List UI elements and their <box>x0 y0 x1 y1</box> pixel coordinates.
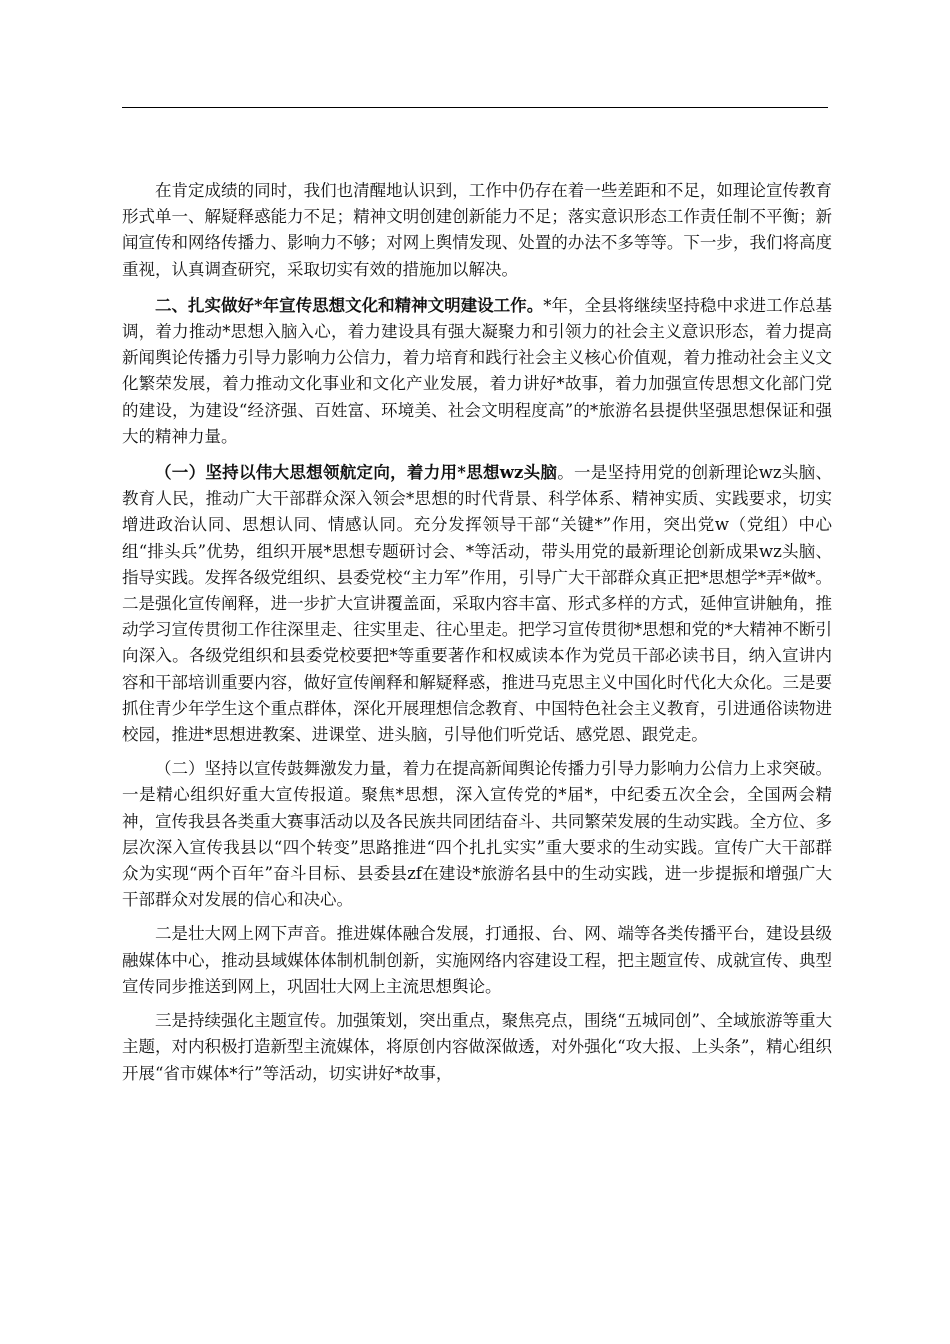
document-body <box>122 178 832 1095</box>
section-two-text: *年，全县将继续坚持稳中求进工作总基调，着力推动*思想入脑入心，着力建设具有强大凝聚力和引领力的社会主义意识形态，着力提高新闻舆论传播力引导力影响力公信力，着力培育和践行社会主义核心价值观，着力推动社会主义文化繁荣发展，着力推动文化事业和文化产业发展，着力讲好*故事，着力加强宣传思想文化部门党的建设，为建设“经济强、百姓富、环境美、社会文明程度高”的*旅游名县提供坚强思想保证和强大的精神力量。 <box>122 295 832 446</box>
paragraph-shortcomings: 在肯定成绩的同时，我们也清醒地认识到，工作中仍存在着一些差距和不足，如理论宣传教育形式单一、解疑释惑能力不足；精神文明创建创新能力不足；落实意识形态工作责任制不平衡；新闻宣传和网络传播力、影响力不够；对网上舆情发现、处置的办法不多等等。下一步，我们将高度重视，认真调查研究，采取切实有效的措施加以解决。 <box>122 181 832 279</box>
section-two-heading: 二、扎实做好*年宣传思想文化和精神文明建设工作。 <box>155 295 544 315</box>
subsection-one-heading: （一）坚持以伟大思想领航定向，着力用*思想wz头脑 <box>155 463 558 483</box>
header-rule <box>122 107 828 108</box>
paragraph-theme-publicity: 三是持续强化主题宣传。加强策划，突出重点，聚焦亮点，围绕“五城同创”、全域旅游等重大主题，对内积极打造新型主流媒体，将原创内容做深做透，对外强化“攻大报、上头条”，精心组织开展“省市媒体*行”等活动，切实讲好*故事， <box>122 1011 832 1083</box>
paragraph-section-two <box>122 293 832 450</box>
paragraph-subsection-two: （二）坚持以宣传鼓舞激发力量，着力在提高新闻舆论传播力引导力影响力公信力上求突破。一是精心组织好重大宣传报道。聚焦*思想，深入宣传党的*届*，中纪委五次全会，全国两会精神，宣传我县各类重大赛事活动以及各民族共同团结奋斗、共同繁荣发展的生动实践。全方位、多层次深入宣传我县以“四个转变”思路推进“四个扎扎实实”重大要求的生动实践。宣传广大干部群众为实现“两个百年”奋斗目标、县委县zf在建设*旅游名县中的生动实践，进一步提振和增强广大干部群众对发展的信心和决心。 <box>122 759 832 910</box>
subsection-one-text: 。一是坚持用党的创新理论wz头脑、教育人民，推动广大干部群众深入领会*思想的时代背景、科学体系、精神实质、实践要求，切实增进政治认同、思想认同、情感认同。充分发挥领导干部“关键*”作用，突出党w（党组）中心组“排头兵”优势，组织开展*思想专题研讨会、*等活动，带头用党的最新理论创新成果wz头脑、指导实践。发挥各级党组织、县委党校“主力军”作用，引导广大干部群众真正把*思想学*弄*做*。二是强化宣传阐释，进一步扩大宣讲覆盖面，采取内容丰富、形式多样的方式，延伸宣讲触角，推动学习宣传贯彻工作往深里走、往实里走、往心里走。把学习宣传贯彻*思想和党的*大精神不断引向深入。各级党组织和县委党校要把*等重要著作和权威读本作为党员干部必读书目，纳入宣讲内容和干部培训重要内容，做好宣传阐释和解疑释惑，推进马克思主义中国化时代化大众化。三是要抓住青少年学生这个重点群体，深化开展理想信念教育、中国特色社会主义教育，引进通俗读物进校园，推进*思想进教案、进课堂、进头脑，引导他们听党话、感党恩、跟党走。 <box>122 463 832 745</box>
paragraph-online-voices: 二是壮大网上网下声音。推进媒体融合发展，打通报、台、网、端等各类传播平台，建设县级融媒体中心，推动县域媒体体制机制创新，实施网络内容建设工程，把主题宣传、成就宣传、典型宣传同步推送到网上，巩固壮大网上主流思想舆论。 <box>122 924 832 996</box>
paragraph-subsection-one <box>122 460 832 748</box>
